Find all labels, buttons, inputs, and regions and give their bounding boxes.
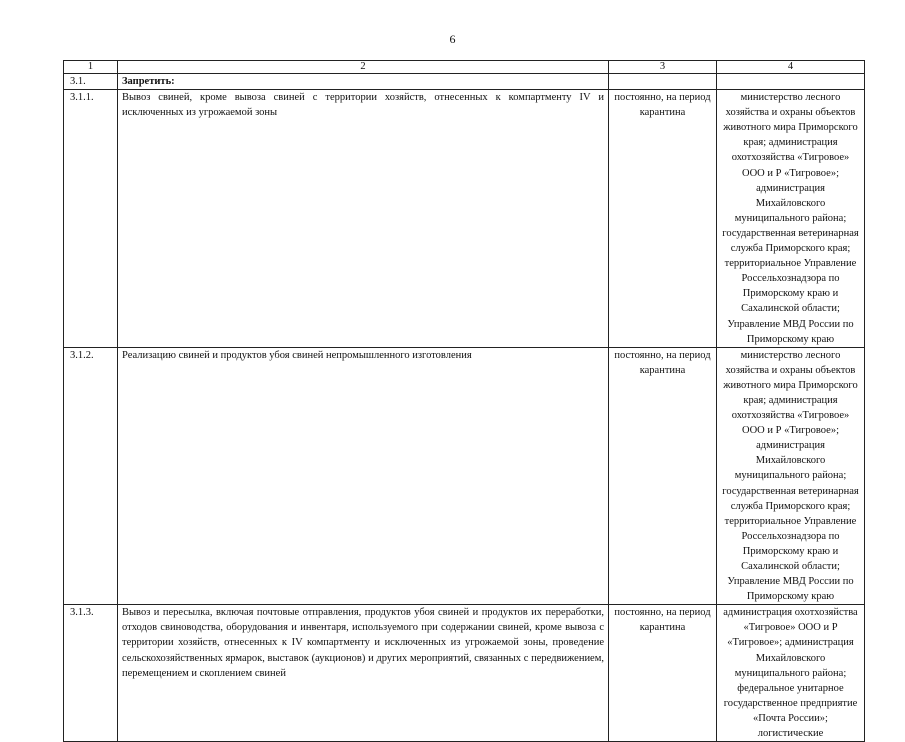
- responsible-parties: министерство лесного хозяйства и охраны объектов животного мира Приморского края; администрация охотхозяйства «Тигровое» ООО и Р «Тигровое»; администрация Михайловского муниципального района; государственная ветеринарная служба Приморского края; территориальное Управление Россельхознадзора по Приморскому краю и Сахалинской области; Управление МВД России по Приморскому краю: [717, 347, 865, 605]
- measure-period: постоянно, на период карантина: [609, 347, 717, 605]
- column-number-1: 1: [64, 61, 118, 74]
- measure-description: Реализацию свиней и продуктов убоя свиней непромышленного изготовления: [118, 347, 609, 605]
- table-row: [64, 605, 865, 742]
- measure-description: Вывоз и пересылка, включая почтовые отправления, продуктов убоя свиней и продуктов их переработки, отходов свиноводства, оборудования и инвентаря, используемого при содержании свиней, кроме вывоза с территории хозяйств, отнесенных к IV компартменту и исключенных из угрожаемой зоны, проведение сельскохозяйственных ярмарок, выставок (аукционов) и других мероприятий, связанных с передвижением, перемещением и скоплением свиней: [118, 605, 609, 742]
- responsible-parties: министерство лесного хозяйства и охраны объектов животного мира Приморского края; администрация охотхозяйства «Тигровое» ООО и Р «Тигровое»; администрация Михайловского муниципального района; государственная ветеринарная служба Приморского края; территориальное Управление Россельхознадзора по Приморскому краю и Сахалинской области; Управление МВД России по Приморскому краю: [717, 90, 865, 348]
- section-row: [64, 74, 865, 90]
- table-header-row: [64, 61, 865, 74]
- section-title: Запретить:: [118, 74, 609, 90]
- measure-period: постоянно, на период карантина: [609, 90, 717, 348]
- table-row: [64, 347, 865, 605]
- column-number-4: 4: [717, 61, 865, 74]
- measure-period: постоянно, на период карантина: [609, 605, 717, 742]
- row-number: 3.1.3.: [64, 605, 118, 742]
- empty-cell: [717, 74, 865, 90]
- measure-description: Вывоз свиней, кроме вывоза свиней с территории хозяйств, отнесенных к компартменту IV и исключенных из угрожаемой зоны: [118, 90, 609, 348]
- section-number: 3.1.: [64, 74, 118, 90]
- row-number: 3.1.2.: [64, 347, 118, 605]
- page-number: 6: [449, 32, 456, 46]
- table-row: [64, 90, 865, 348]
- responsible-parties: администрация охотхозяйства «Тигровое» ООО и Р «Тигровое»; администрация Михайловского муниципального района; федеральное унитарное государственное предприятие «Почта России»; логистические: [717, 605, 865, 742]
- column-number-2: 2: [118, 61, 609, 74]
- column-number-3: 3: [609, 61, 717, 74]
- row-number: 3.1.1.: [64, 90, 118, 348]
- empty-cell: [609, 74, 717, 90]
